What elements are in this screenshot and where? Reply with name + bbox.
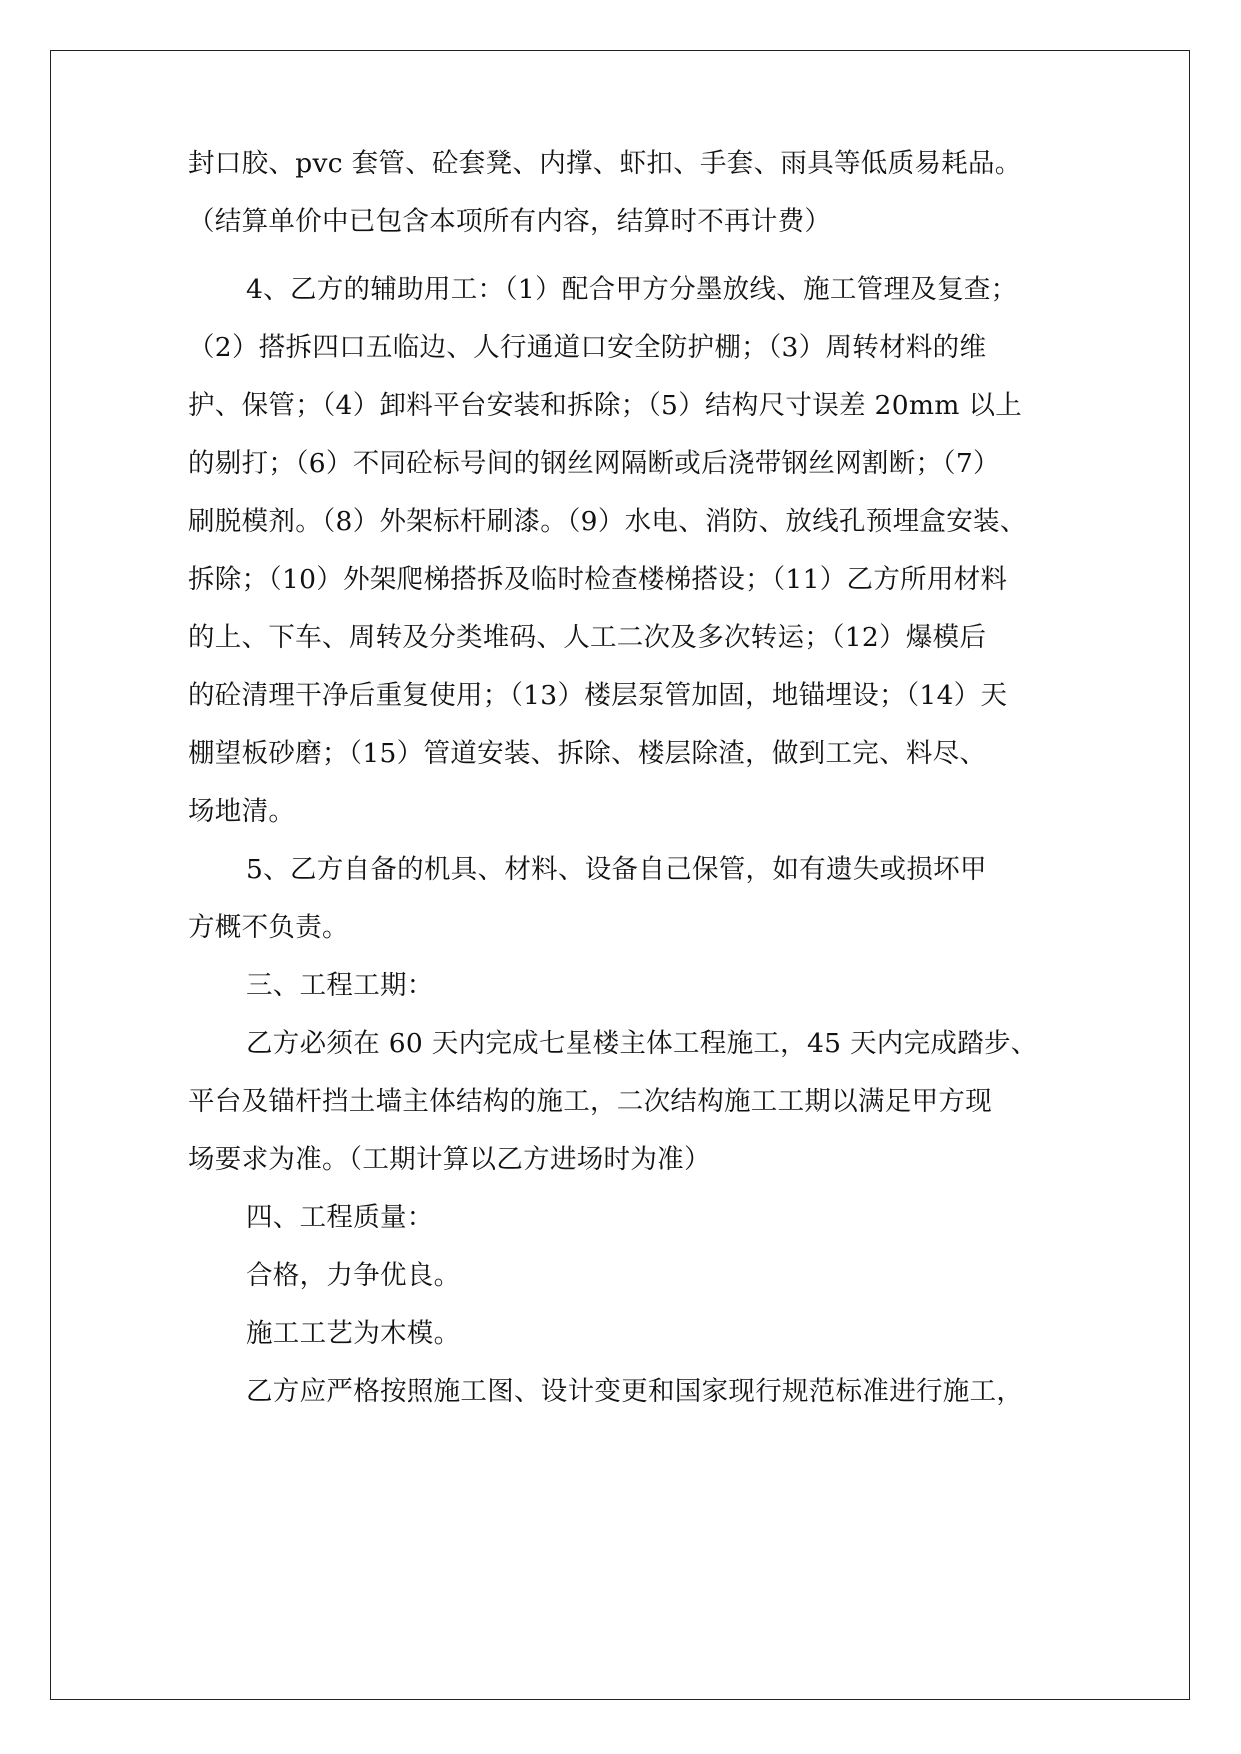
text-line: 4、乙方的辅助用工：（1）配合甲方分墨放线、施工管理及复查；: [246, 274, 1018, 305]
section-heading: 四、工程质量：: [246, 1202, 434, 1233]
text-line: 刷脱模剂。（8）外架标杆刷漆。（9）水电、消防、放线孔预埋盒安装、: [188, 506, 1027, 537]
text-line: （2）搭拆四口五临边、人行通道口安全防护棚；（3）周转材料的维: [188, 332, 987, 363]
text-line: 施工工艺为木模。: [246, 1318, 461, 1349]
text-line: 的上、下车、周转及分类堆码、人工二次及多次转运；（12）爆模后: [188, 622, 987, 653]
text-line: 合格，力争优良。: [246, 1260, 461, 1291]
text-line: 拆除；（10）外架爬梯搭拆及临时检查楼梯搭设；（11）乙方所用材料: [188, 564, 1008, 595]
text-line: 场要求为准。（工期计算以乙方进场时为准）: [188, 1144, 711, 1175]
text-line: 方概不负责。: [188, 912, 349, 943]
section-heading: 三、工程工期：: [246, 970, 434, 1001]
text-line: 5、乙方自备的机具、材料、设备自己保管，如有遗失或损坏甲: [246, 854, 987, 885]
text-line: 的剔打；（6）不同砼标号间的钢丝网隔断或后浇带钢丝网割断；（7）: [188, 448, 1000, 479]
text-line: 的砼清理干净后重复使用；（13）楼层泵管加固，地锚埋设；（14）天: [188, 680, 1008, 711]
text-line: 乙方应严格按照施工图、设计变更和国家现行规范标准进行施工，: [246, 1376, 1024, 1407]
text-line: 封口胶、pvc 套管、砼套凳、内撑、虾扣、手套、雨具等低质易耗品。: [188, 148, 1022, 179]
text-line: 护、保管；（4）卸料平台安装和拆除；（5）结构尺寸误差 20mm 以上: [188, 390, 1023, 421]
text-line: （结算单价中已包含本项所有内容，结算时不再计费）: [188, 206, 832, 237]
text-line: 场地清。: [188, 796, 296, 827]
text-line: 平台及锚杆挡土墙主体结构的施工，二次结构施工工期以满足甲方现: [188, 1086, 992, 1117]
text-line: 乙方必须在 60 天内完成七星楼主体工程施工，45 天内完成踏步、: [246, 1028, 1038, 1059]
text-line: 棚望板砂磨；（15）管道安装、拆除、楼层除渣，做到工完、料尽、: [188, 738, 987, 769]
